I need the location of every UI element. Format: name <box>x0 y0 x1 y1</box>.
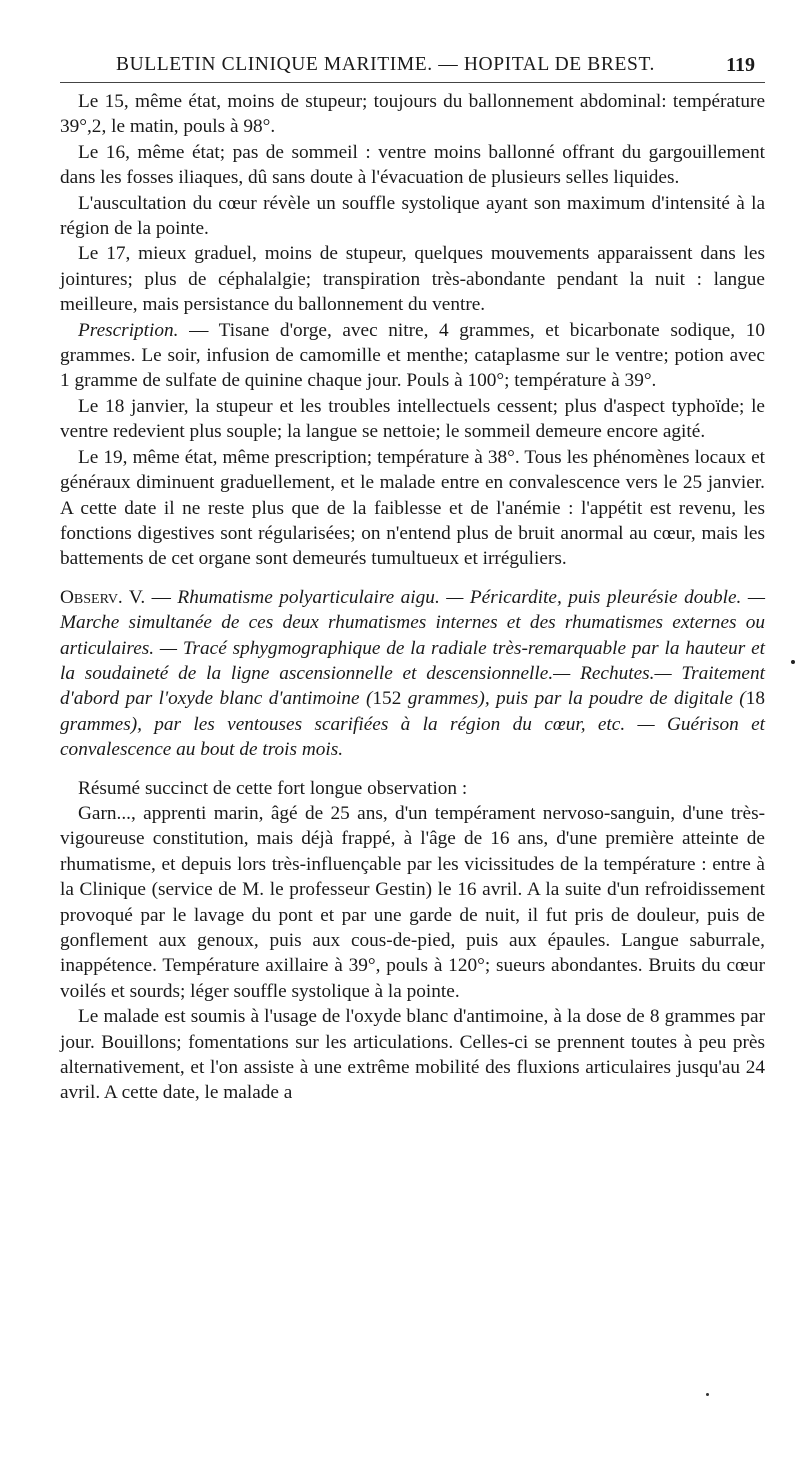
page-header <box>60 52 765 83</box>
observation-dose-1: 152 <box>372 688 402 710</box>
observation-title: Rhumatisme polyarticulaire aigu. — Péricardite, puis pleurésie double. — Marche simultanée de ces deux rhumatismes internes et des rhumatismes externes ou articulaires. — Tracé sphygmographique de la radiale très-remarquable par la hauteur et la soudaineté de la ligne ascensionnelle et descensionnelle.— Rechutes.— Traitement d'abord par l'oxyde blanc d'antimoine ( <box>60 586 766 710</box>
observation-dose-2: 18 <box>745 688 765 710</box>
prescription-label: Prescription. <box>78 319 179 341</box>
observation-label: Observ. V. <box>60 586 146 608</box>
summary-intro: Résumé succinct de cette fort longue observation : <box>78 777 468 799</box>
paragraph: L'auscultation du cœur révèle un souffle systolique ayant son maximum d'intensité à la région de la pointe. <box>60 192 765 240</box>
margin-dot <box>706 1393 709 1396</box>
paragraph: Le 18 janvier, la stupeur et les troubles intellectuels cessent; plus d'aspect typhoïde; le ventre redevient plus souple; la langue se nettoie; le sommeil demeure encore agité. <box>60 395 765 443</box>
paragraph: Le 17, mieux graduel, moins de stupeur, quelques mouvements apparaissent dans les jointures; plus de céphalalgie; transpiration très-abondante pendant la nuit : langue meilleure, mais persistance du ballonnement du ventre. <box>60 243 765 316</box>
paragraph: Garn..., apprenti marin, âgé de 25 ans, d'un tempérament nervoso-sanguin, d'une très-vigoureuse constitution, mais déjà frappé, à l'âge de 16 ans, d'une première atteinte de rhumatisme, et depuis lors très-influençable par les vicissitudes de la température : entre à la Clinique (service de M. le professeur Gestin) le 16 avril. A la suite d'un refroidissement provoqué par le lavage du pont et par une garde de nuit, il fut pris de douleur, puis de gonflement aux genoux, puis aux cous-de-pied, puis aux épaules. Langue saburrale, inappétence. Température axillaire à 39°, pouls à 120°; sueurs abondantes. Bruits du cœur voilés et sourds; léger souffle systolique à la pointe. <box>60 802 765 1002</box>
paragraph: Le 19, même état, même prescription; température à 38°. Tous les phénomènes locaux et généraux diminuent graduellement, et le malade entre en convalescence vers le 25 janvier. A cette date il ne reste plus que de la faiblesse et de l'anémie : l'appétit est revenu, les fonctions digestives sont régularisées; on n'entend plus de bruit anormal au cœur, mais les battements de cet organe sont demeurés tumultueux et irréguliers. <box>60 446 765 570</box>
observation-dash: — <box>145 586 178 608</box>
paragraph: Le 15, même état, moins de stupeur; toujours du ballonnement abdominal: température 39°,2, le matin, pouls à 98°. <box>60 91 765 138</box>
page-number: 119 <box>726 54 755 76</box>
prescription-text: — Tisane d'orge, avec nitre, 4 grammes, et bicarbonate sodique, 10 grammes. Le soir, infusion de camomille et menthe; cataplasme sur le ventre; potion avec 1 gramme de sulfate de quinine chaque jour. Pouls à 100°; température à 39°. <box>60 319 765 392</box>
margin-dot <box>791 660 795 664</box>
observation-title-end: grammes), par les ventouses scarifiées à la région du cœur, etc. — Guérison et convalescence au bout de trois mois. <box>60 713 765 761</box>
observation-title-mid: grammes), puis par la poudre de digitale ( <box>401 688 746 710</box>
prescription-paragraph <box>60 318 765 394</box>
running-title: BULLETIN CLINIQUE MARITIME. — HOPITAL DE BREST. <box>116 54 655 75</box>
body-text <box>60 89 765 1106</box>
paragraph: Le 16, même état; pas de sommeil : ventre moins ballonné offrant du gargouillement dans les fosses iliaques, dû sans doute à l'évacuation de plusieurs selles liquides. <box>60 141 765 189</box>
paragraph: Le malade est soumis à l'usage de l'oxyde blanc d'antimoine, à la dose de 8 grammes par jour. Bouillons; fomentations sur les articulations. Celles-ci se prennent toutes à peu près alternativement, et l'on assiste à une extrême mobilité des fluxions articulaires jusqu'au 24 avril. A cette date, le malade a <box>60 1006 765 1104</box>
observation-heading <box>60 585 765 763</box>
